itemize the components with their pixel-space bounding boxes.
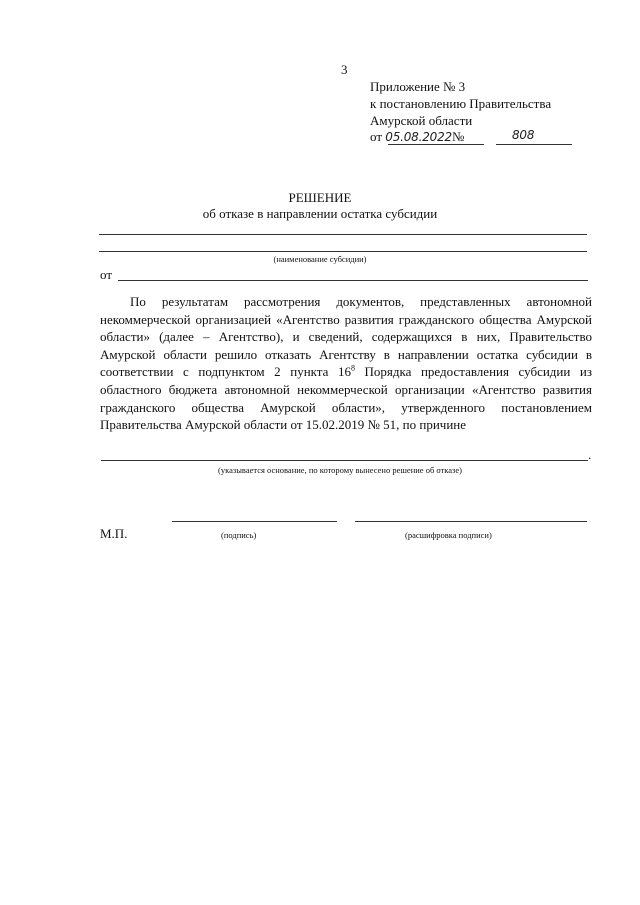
decision-paragraph: По результатам рассмотрения документов, представленных автономной некоммерческой организацией «Агентство развития гражданского общества Амурской области» (далее – Агентство), и сведений, содержащихся в них, Правительство Амурской области решило отказать Агентству в направлении остатка субсидии в соответствии с подпунктом 2 пункта $16^8$ Порядка предоставления субсидии из областного бюджета автономной некоммерческой организации «Агентство развития гражданского общества Амурской области», утвержденного постановлением Правительства Амурской области от 15.02.2019 № 51, по причине xyxy=(100,294,592,433)
document-subtitle: об отказе в направлении остатка субсидии xyxy=(202,206,438,221)
number-handwritten: 808 xyxy=(512,128,535,142)
number-underline xyxy=(496,144,572,145)
reason-caption: (указывается основание, по которому вынесено решение об отказе) xyxy=(218,465,462,475)
appendix-line-2: к постановлению Правительства xyxy=(370,96,552,111)
appendix-line-1: Приложение № 3 xyxy=(370,79,466,94)
signature-caption: (подпись) xyxy=(221,530,257,540)
from-line xyxy=(118,280,588,281)
date-handwritten: 05.08.2022 xyxy=(385,130,452,144)
date-prefix: от xyxy=(370,129,383,144)
number-sign: № xyxy=(451,129,465,144)
signature-decode-caption: (расшифровка подписи) xyxy=(405,530,492,540)
page-number: 3 xyxy=(341,62,348,77)
subsidy-name-line-1 xyxy=(99,234,587,235)
document-title: РЕШЕНИЕ xyxy=(288,190,352,205)
signature-decode-line xyxy=(355,521,587,522)
appendix-line-3: Амурской области xyxy=(370,113,473,128)
from-label: от xyxy=(100,267,113,282)
subsidy-name-caption: (наименование субсидии) xyxy=(273,254,367,264)
subsidy-name-line-2 xyxy=(99,251,587,252)
reason-end-dot: . xyxy=(588,447,592,462)
signature-line xyxy=(172,521,337,522)
date-underline xyxy=(388,144,484,145)
reason-line xyxy=(101,460,588,461)
stamp-label: М.П. xyxy=(100,526,128,541)
